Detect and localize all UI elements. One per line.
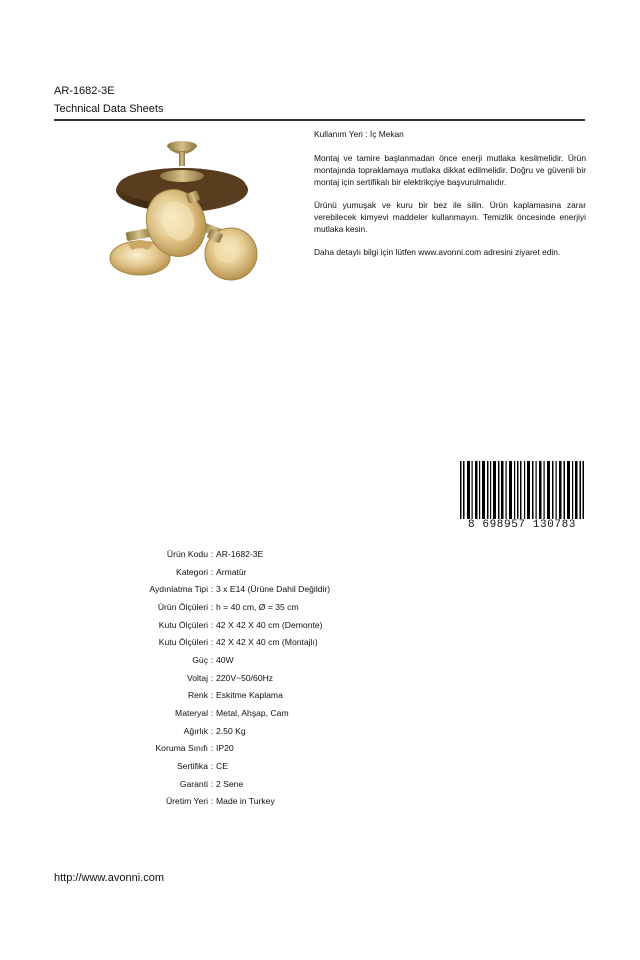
spec-separator: : <box>210 566 214 577</box>
spec-separator: : <box>210 743 214 754</box>
header-divider <box>54 119 585 121</box>
spec-separator: : <box>210 708 214 719</box>
spec-label: Materyal <box>175 708 208 719</box>
spec-label: Kutu Ölçüleri <box>158 637 208 648</box>
spec-value: Made in Turkey <box>216 796 275 807</box>
spec-value: Armatür <box>216 566 247 577</box>
spec-separator: : <box>210 601 214 612</box>
spec-row <box>100 669 330 687</box>
spec-row <box>100 722 330 740</box>
spec-label: Aydınlatma Tipi <box>149 584 208 595</box>
spec-value: 2.50 Kg <box>216 725 246 736</box>
product-image <box>104 138 264 288</box>
spec-row <box>100 616 330 634</box>
spec-separator: : <box>210 796 214 807</box>
spec-label: Güç <box>192 654 208 665</box>
spec-row <box>100 704 330 722</box>
spec-value: 42 X 42 X 40 cm (Demonte) <box>216 619 323 630</box>
more-info-text: Daha detaylı bilgi için lütfen www.avonni.com adresini ziyaret edin. <box>314 247 561 257</box>
spec-row <box>100 580 330 598</box>
warning-text: Montaj ve tamire başlanmadan önce enerji mutlaka kesilmelidir. Ürün montajında topraklamaya mutlaka dikkat edilmelidir. Doğru ve güvenli bir montaj için sertifikalı bir elektrikçiye başvurulmalıdır. <box>314 153 586 187</box>
spec-label: Renk <box>187 690 208 701</box>
spec-label: Voltaj <box>186 672 208 683</box>
spec-row <box>100 687 330 705</box>
spec-row <box>100 740 330 758</box>
spec-separator: : <box>210 672 214 683</box>
spec-separator: : <box>210 637 214 648</box>
spec-label: Kutu Ölçüleri <box>158 619 208 630</box>
spec-label: Üretim Yeri <box>165 796 208 807</box>
spec-label: Ürün Ölçüleri <box>157 601 208 612</box>
spec-row <box>100 633 330 651</box>
spec-row <box>100 757 330 775</box>
spec-label: Ağırlık <box>183 725 208 736</box>
spec-value: 40W <box>216 654 234 665</box>
spec-separator: : <box>210 690 214 701</box>
barcode-number: 8 698957 130783 <box>458 519 586 532</box>
spec-row <box>100 598 330 616</box>
spec-value: h = 40 cm, Ø = 35 cm <box>216 601 299 612</box>
spec-row <box>100 545 330 563</box>
spec-label: Garanti <box>179 778 208 789</box>
care-text: Ürünü yumuşak ve kuru bir bez ile silin. Ürün kaplamasına zarar verebilecek kimyevi maddeler kullanmayın. Temizlik öncesinde enerjiyi mutlaka kesin. <box>314 200 586 234</box>
spec-value: IP20 <box>216 743 234 754</box>
spec-value: 42 X 42 X 40 cm (Montajlı) <box>216 637 318 648</box>
usage-text: Kullanım Yeri : İç Mekan <box>314 129 404 139</box>
spec-value: Metal, Ahşap, Cam <box>216 708 289 719</box>
document-subtitle: Technical Data Sheets <box>54 103 164 115</box>
spec-separator: : <box>210 654 214 665</box>
spec-separator: : <box>210 761 214 772</box>
website-link[interactable]: http://www.avonni.com <box>54 872 165 884</box>
spec-row <box>100 793 330 811</box>
spec-value: 2 Sene <box>216 778 244 789</box>
spec-separator: : <box>210 619 214 630</box>
spec-label: Koruma Sınıfı <box>155 743 208 754</box>
spec-value: 3 x E14 (Ürüne Dahil Değildir) <box>216 584 331 595</box>
spec-row <box>100 651 330 669</box>
spec-label: Ürün Kodu <box>166 548 208 559</box>
spec-separator: : <box>210 725 214 736</box>
spec-row <box>100 775 330 793</box>
spec-separator: : <box>210 778 214 789</box>
spec-value: Eskitme Kaplama <box>216 690 283 701</box>
spec-value: AR-1682-3E <box>216 548 264 559</box>
spec-label: Kategori <box>175 566 208 577</box>
spec-value: 220V~50/60Hz <box>216 672 274 683</box>
product-info <box>314 128 586 269</box>
spec-label: Sertifika <box>176 761 208 772</box>
product-code-title: AR-1682-3E <box>54 85 115 97</box>
spec-table <box>100 545 330 810</box>
spec-value: CE <box>216 761 228 772</box>
spec-separator: : <box>210 584 214 595</box>
spec-row <box>100 563 330 581</box>
spec-separator: : <box>210 548 214 559</box>
